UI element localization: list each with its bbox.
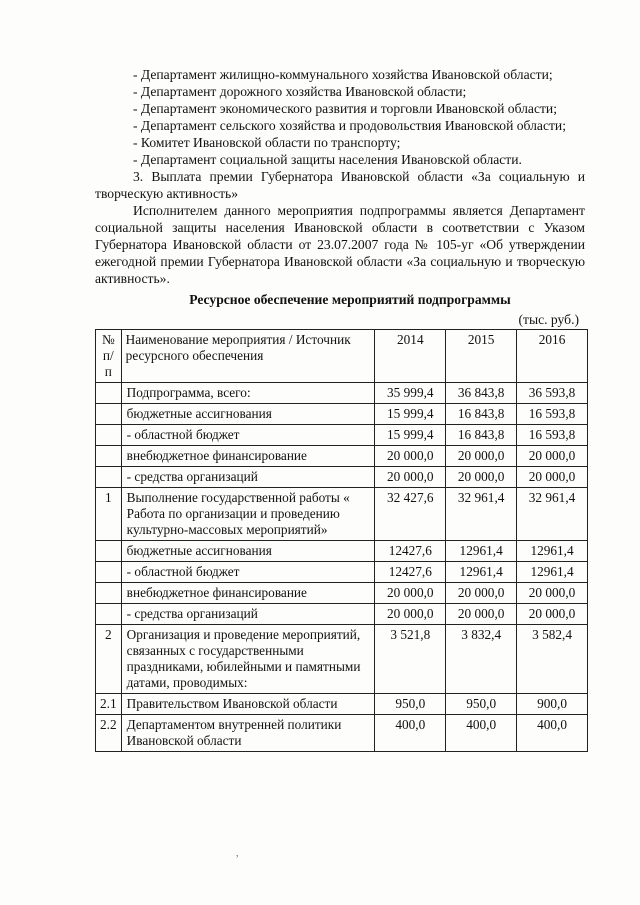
cell-2016: 20 000,0 xyxy=(517,583,588,604)
cell-name: - областной бюджет xyxy=(121,425,375,446)
cell-num: 2.2 xyxy=(96,715,122,752)
table-row xyxy=(96,446,588,467)
cell-2016: 12961,4 xyxy=(517,541,588,562)
cell-2015: 16 843,8 xyxy=(446,425,517,446)
cell-2015: 20 000,0 xyxy=(446,604,517,625)
cell-2016: 900,0 xyxy=(517,694,588,715)
cell-2014: 20 000,0 xyxy=(375,604,446,625)
cell-name: Подпрограмма, всего: xyxy=(121,383,375,404)
cell-2015: 32 961,4 xyxy=(446,488,517,541)
table-row xyxy=(96,562,588,583)
table-row xyxy=(96,583,588,604)
cell-num xyxy=(96,446,122,467)
cell-name: - средства организаций xyxy=(121,467,375,488)
cell-2016: 20 000,0 xyxy=(517,467,588,488)
table-unit: (тыс. руб.) xyxy=(518,312,579,327)
paragraph-dept-economy: - Департамент экономического развития и торговли Ивановской области; xyxy=(133,101,557,116)
table-row xyxy=(96,604,588,625)
cell-2016: 3 582,4 xyxy=(517,625,588,694)
cell-2014: 20 000,0 xyxy=(375,467,446,488)
cell-name: бюджетные ассигнования xyxy=(121,404,375,425)
resource-table xyxy=(95,329,588,752)
table-row xyxy=(96,404,588,425)
paragraph-committee-transport: - Комитет Ивановской области по транспорту; xyxy=(133,135,401,150)
cell-2016: 20 000,0 xyxy=(517,604,588,625)
table-row xyxy=(96,715,588,752)
cell-num xyxy=(96,467,122,488)
table-row xyxy=(96,625,588,694)
paragraph-dept-housing: - Департамент жилищно-коммунального хозяйства Ивановской области; xyxy=(133,67,553,82)
cell-num: 2 xyxy=(96,625,122,694)
cell-name: Выполнение государственной работы « Работа по организации и проведению культурно-массовых мероприятий» xyxy=(121,488,375,541)
cell-2014: 15 999,4 xyxy=(375,404,446,425)
cell-num: 2.1 xyxy=(96,694,122,715)
header-2016: 2016 xyxy=(517,330,588,383)
table-row xyxy=(96,467,588,488)
cell-name: внебюджетное финансирование xyxy=(121,583,375,604)
cell-2014: 20 000,0 xyxy=(375,446,446,467)
paragraph-dept-social: - Департамент социальной защиты населения Ивановской области. xyxy=(133,152,522,167)
cell-num xyxy=(96,562,122,583)
paragraph-dept-agriculture: - Департамент сельского хозяйства и продовольствия Ивановской области; xyxy=(133,118,566,133)
cell-2015: 12961,4 xyxy=(446,541,517,562)
cell-2016: 400,0 xyxy=(517,715,588,752)
cell-name: Организация и проведение мероприятий, связанных с государственными праздниками, юбилейными и памятными датами, проводимых: xyxy=(121,625,375,694)
cell-name: - средства организаций xyxy=(121,604,375,625)
cell-2014: 12427,6 xyxy=(375,562,446,583)
header-2014: 2014 xyxy=(375,330,446,383)
cell-name: - областной бюджет xyxy=(121,562,375,583)
cell-2015: 400,0 xyxy=(446,715,517,752)
cell-2015: 20 000,0 xyxy=(446,583,517,604)
table-row xyxy=(96,383,588,404)
cell-2014: 35 999,4 xyxy=(375,383,446,404)
cell-2014: 12427,6 xyxy=(375,541,446,562)
table-row xyxy=(96,694,588,715)
cell-2015: 3 832,4 xyxy=(446,625,517,694)
header-num: № п/п xyxy=(96,330,122,383)
cell-num xyxy=(96,541,122,562)
cell-num xyxy=(96,383,122,404)
cell-2016: 16 593,8 xyxy=(517,425,588,446)
cell-2016: 16 593,8 xyxy=(517,404,588,425)
cell-name: Департаментом внутренней политики Ивановской области xyxy=(121,715,375,752)
cell-name: внебюджетное финансирование xyxy=(121,446,375,467)
cell-2015: 20 000,0 xyxy=(446,446,517,467)
cell-2015: 950,0 xyxy=(446,694,517,715)
cell-num xyxy=(96,604,122,625)
paragraph-item-3: 3. Выплата премии Губернатора Ивановской области «За социальную и творческую активность» xyxy=(95,169,585,201)
cell-2014: 20 000,0 xyxy=(375,583,446,604)
cell-2014: 32 427,6 xyxy=(375,488,446,541)
cell-2016: 32 961,4 xyxy=(517,488,588,541)
stray-mark: , xyxy=(236,848,239,859)
cell-name: бюджетные ассигнования xyxy=(121,541,375,562)
cell-name: Правительством Ивановской области xyxy=(121,694,375,715)
table-row xyxy=(96,488,588,541)
cell-num xyxy=(96,425,122,446)
table-title: Ресурсное обеспечение мероприятий подпрограммы xyxy=(189,292,511,307)
table-row xyxy=(96,425,588,446)
cell-2016: 20 000,0 xyxy=(517,446,588,467)
cell-num xyxy=(96,583,122,604)
cell-2015: 16 843,8 xyxy=(446,404,517,425)
cell-2015: 12961,4 xyxy=(446,562,517,583)
paragraph-dept-roads: - Департамент дорожного хозяйства Ивановской области; xyxy=(133,84,467,99)
cell-2014: 950,0 xyxy=(375,694,446,715)
table-header-row xyxy=(96,330,588,383)
cell-2014: 15 999,4 xyxy=(375,425,446,446)
header-name: Наименование мероприятия / Источник ресурсного обеспечения xyxy=(121,330,375,383)
paragraph-executor: Исполнителем данного мероприятия подпрограммы является Департамент социальной защиты населения Ивановской области в соответствии с Указом Губернатора Ивановской области от 23.07.2007 года № 105-уг «Об утверждении ежегодной премии Губернатора Ивановской области «За социальную и творческую активность». xyxy=(95,203,585,286)
cell-2016: 36 593,8 xyxy=(517,383,588,404)
cell-2016: 12961,4 xyxy=(517,562,588,583)
cell-2015: 36 843,8 xyxy=(446,383,517,404)
cell-2014: 400,0 xyxy=(375,715,446,752)
header-2015: 2015 xyxy=(446,330,517,383)
cell-2014: 3 521,8 xyxy=(375,625,446,694)
cell-num xyxy=(96,404,122,425)
cell-2015: 20 000,0 xyxy=(446,467,517,488)
table-row xyxy=(96,541,588,562)
document-page xyxy=(95,66,585,752)
cell-num: 1 xyxy=(96,488,122,541)
